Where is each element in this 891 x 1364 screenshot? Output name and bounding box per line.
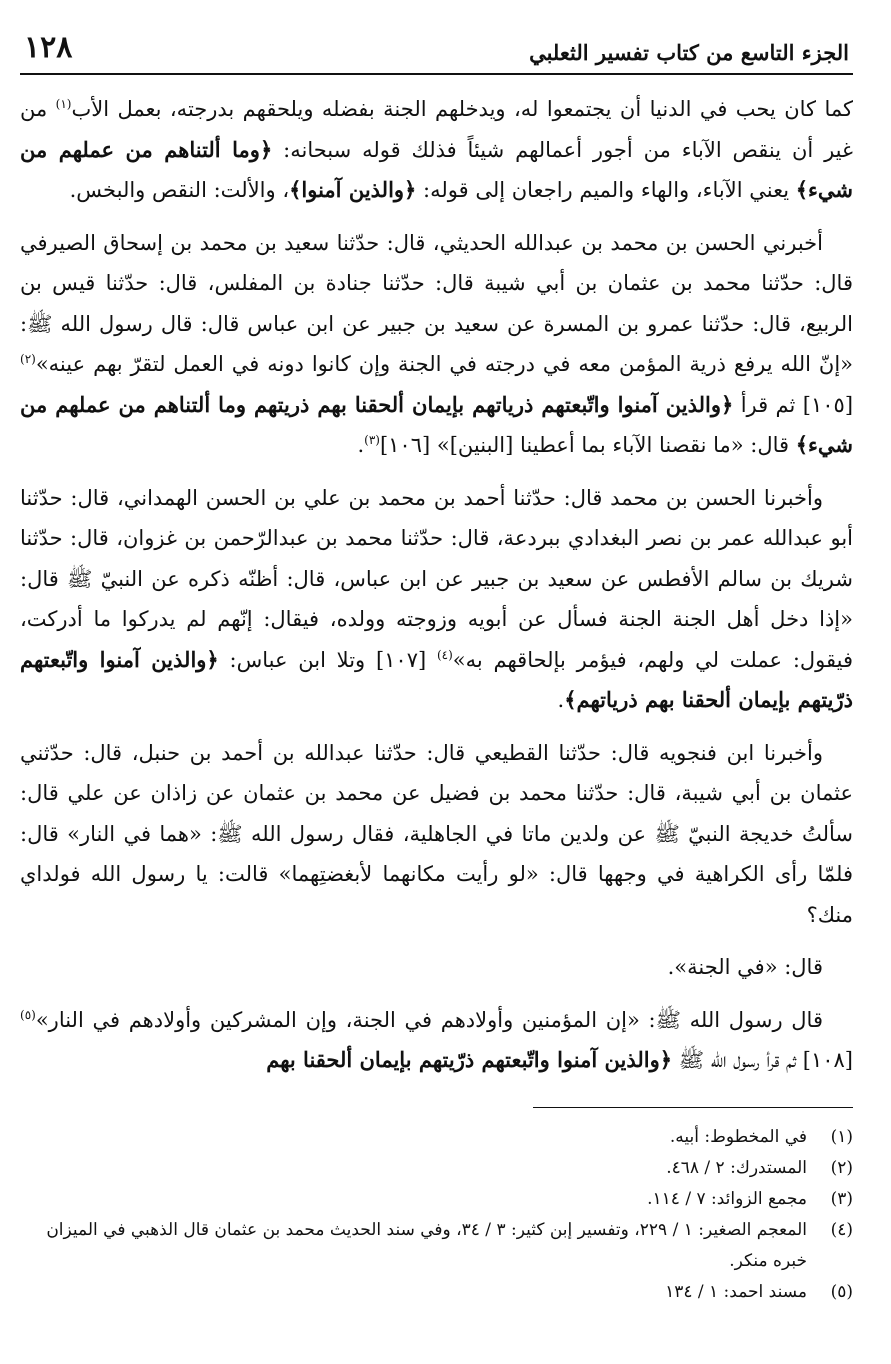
footnote-marker: (٢): [20, 352, 36, 366]
footnote-marker: (٤): [436, 647, 453, 662]
text-run: قال: «ما نقصنا الآباء بما أعطينا [البنين]» [١٠٦]: [379, 433, 796, 457]
footnote-number: (٢): [830, 1157, 853, 1178]
footnote-text: مسند احمد: ١ / ١٣٤: [665, 1281, 807, 1302]
text-run: ، والألت: النقص والبخس.: [69, 178, 290, 202]
footnote: [20, 1277, 853, 1308]
footnote-marker: (٣): [364, 433, 380, 447]
main-text: [20, 89, 853, 1081]
text-run: كما كان يحب في الدنيا أن يجتمعوا له، ويدخلهم الجنة بفضله ويلحقهم بدرجته، بعمل الأب: [71, 97, 853, 121]
page-header: [20, 30, 853, 75]
quran-verse: ﴿والذين آمنوا واتّبعتهم ذرياتهم بإيمان ألحقنا بهم ذريتهم وما ألتناهم من عملهم من شيء﴾: [20, 391, 853, 457]
footnote-text: المعجم الصغير: ١ / ٢٢٩، وتفسير إبن كثير: ٣ / ٣٤، وفي سند الحديث محمد بن عثمان قال الذهبي في الميزان خبره منكر.: [46, 1219, 807, 1271]
footnote: [20, 1184, 853, 1215]
text-run: [١٠٨] ثم قرأ رسول الله ﷺ: [672, 1048, 853, 1072]
paragraph: [20, 89, 853, 211]
paragraph: [20, 733, 853, 936]
text-run: أخبرني الحسن بن محمد بن عبدالله الحديثي، قال: حدّثنا سعيد بن محمد بن إسحاق الصيرفي قال: حدّثنا محمد بن عثمان بن أبي شيبة قال: حدّثنا جنادة بن المفلس، قال: حدّثنا قيس بن الربيع، قال: حدّثنا عمرو بن المسرة عن سعيد بن جبير عن ابن عباس قال: قال رسول الله ﷺ: «إنّ الله يرفع ذرية المؤمن معه في درجته في الجنة وإن كانوا دونه في العمل لتقرّ بهم عينه»: [20, 230, 853, 376]
text-run: .: [557, 688, 565, 712]
footnote-divider: [533, 1107, 853, 1108]
text-run: يعني الآباء، والهاء والميم راجعان إلى قوله:: [416, 178, 796, 202]
paragraph: [20, 1000, 853, 1081]
footnote-text: في المخطوط: أبيه.: [669, 1126, 807, 1147]
footnote-number: (٤): [830, 1219, 853, 1240]
footnote-text: مجمع الزوائد: ٧ / ١١٤.: [647, 1188, 807, 1209]
footnote-number: (٣): [830, 1188, 853, 1209]
footnotes: [20, 1122, 853, 1308]
footnote-number: (٥): [830, 1281, 853, 1302]
quran-verse: ﴿وما ألتناهم من عملهم من شيء﴾: [20, 136, 853, 202]
paragraph: [20, 223, 853, 466]
footnote: [20, 1215, 853, 1277]
footnote: [20, 1153, 853, 1184]
text-run: وأخبرنا ابن فنجويه قال: حدّثنا القطيعي قال: حدّثنا عبدالله بن أحمد بن حنبل، قال: حدّثني عثمان بن أبي شيبة، قال: حدّثنا محمد بن فضيل عن محمد بن عثمان عن زاذان عن علي قال: سألتُ خديجة النبيّ ﷺ عن ولدين ماتا في الجاهلية، فقال رسول الله ﷺ: «هما في النار» قال: فلمّا رأى الكراهية في وجهها قال: «لو رأيت مكانهما لأبغضتِهما» قالت: يا رسول الله فولداي منك؟: [20, 740, 853, 927]
text-run: قال: «في الجنة».: [667, 955, 823, 979]
footnote-marker: (١): [55, 97, 72, 111]
text-run: [١٠٥] ثم قرأ: [733, 392, 854, 417]
text-run: .: [357, 433, 365, 457]
text-run: وأخبرنا الحسن بن محمد قال: حدّثنا أحمد بن محمد بن علي بن الحسن الهمداني، قال: حدّثنا أبو عبدالله عمر بن نصر البغدادي ببردعة، قال: حدّثنا محمد بن عبدالرّحمن بن غزوان، قال: حدّثنا شريك بن سالم الأفطس عن سعيد بن جبير عن ابن عباس، قال: أظنّه ذكره عن النبيّ ﷺ قال: «إذا دخل أهل الجنة الجنة فسأل عن أبويه وزوجته وولده، فيقال: إنّهم لم يدركوا ما أدركت، فيقول: عملت لي ولهم، فيؤمر بإلحاقهم به»: [20, 485, 853, 672]
footnote-number: (١): [830, 1126, 853, 1147]
text-run: [١٠٧] وتلا ابن عباس:: [218, 647, 437, 672]
footnote-marker: (٥): [20, 1007, 36, 1022]
paragraph: [20, 478, 853, 721]
footnote-text: المستدرك: ٢ / ٤٦٨.: [666, 1157, 807, 1178]
page-number: ١٢٨: [24, 30, 73, 65]
quran-verse: ﴿والذين آمنوا واتّبعتهم ذرّيتهم بإيمان ألحقنا بهم ذرياتهم﴾: [20, 646, 853, 712]
footnote: [20, 1122, 853, 1153]
running-title: الجزء التاسع من كتاب تفسير الثعلبي: [529, 40, 849, 65]
quran-verse: ﴿والذين آمنوا﴾: [289, 177, 417, 202]
text-run: قال رسول الله ﷺ: «إن المؤمنين وأولادهم في الجنة، وإن المشركين وأولادهم في النار»: [35, 1007, 823, 1032]
text-run: من غير أن ينقص الآباء من أجور أعمالهم شيئاً فذلك قوله سبحانه:: [20, 97, 853, 162]
paragraph: [20, 947, 853, 988]
quran-verse: ﴿والذين آمنوا واتّبعتهم ذرّيتهم بإيمان ألحقنا بهم: [266, 1047, 673, 1072]
